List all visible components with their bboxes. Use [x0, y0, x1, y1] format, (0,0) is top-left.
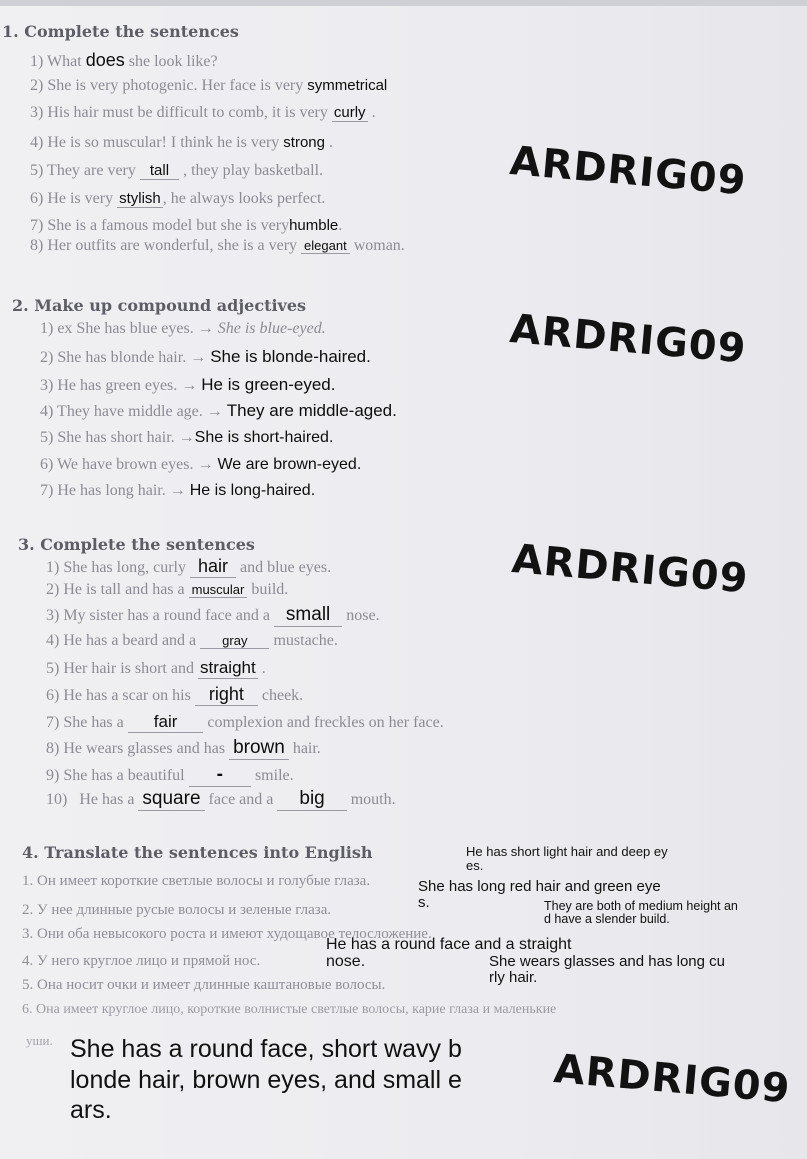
- s2-item-3: 3) He has green eyes. → He is green-eyed.: [40, 375, 336, 394]
- s1-answer-5: tall: [140, 162, 179, 180]
- s1-item-5: 5) They are very tall , they play basketball.: [30, 162, 324, 179]
- s2-example: She is blue-eyed.: [217, 320, 326, 337]
- watermark-1: ARDRIG09: [507, 138, 749, 205]
- s2-item-5: 5) She has short hair. →She is short-haired.: [40, 429, 334, 446]
- s3-answer-8: brown: [229, 737, 289, 760]
- s4-russian-5: 5. Она носит очки и имеет длинные каштановые волосы.: [22, 977, 386, 993]
- s3-answer-1: hair: [190, 556, 236, 578]
- s2-answer-7: He is long-haired.: [189, 482, 316, 499]
- s4-answer-1: He has short light hair and deep ey es.: [466, 844, 668, 873]
- s2-answer-6: We are brown-eyed.: [217, 456, 362, 473]
- section4-heading: 4. Translate the sentences into English: [22, 843, 373, 862]
- s2-answer-4: They are middle-aged.: [226, 401, 397, 420]
- s2-answer-5: She is short-haired.: [194, 429, 334, 446]
- s1-item-7: 7) She is a famous model but she is veryhumble.: [30, 217, 343, 234]
- s4-russian-6-end: уши.: [26, 1033, 53, 1048]
- s4-answer-4: He has a round face and a straight nose.: [326, 936, 572, 970]
- section1-heading: 1. Complete the sentences: [2, 22, 239, 41]
- s1-item-1: 1) What does she look like?: [30, 50, 218, 70]
- s3-answer-6: right: [195, 684, 258, 706]
- top-edge: [0, 0, 807, 6]
- section2-heading: 2. Make up compound adjectives: [12, 296, 307, 315]
- s4-russian-4: 4. У него круглое лицо и прямой нос.: [22, 953, 261, 969]
- watermark-3: ARDRIG09: [509, 536, 751, 603]
- watermark-2: ARDRIG09: [507, 306, 749, 373]
- s4-answer-2: She has long red hair and green eye s.: [418, 878, 661, 911]
- s3-item-7: 7) She has a fair complexion and freckles on her face.: [46, 712, 444, 731]
- s1-answer-6: stylish: [119, 190, 161, 207]
- s2-answer-3: He is green-eyed.: [201, 375, 336, 394]
- s1-answer-7: humble: [289, 217, 339, 234]
- s4-russian-3: 3. Они оба невысокого роста и имеют худощавое телосложение.: [22, 926, 432, 942]
- watermark-4: ARDRIG09: [551, 1046, 793, 1113]
- s4-answer-6: She has a round face, short wavy b londe hair, brown eyes, and small e ars.: [70, 1035, 462, 1124]
- s2-item-4: 4) They have middle age. → They are middle-aged.: [40, 401, 397, 420]
- s3-answer-5: straight: [199, 658, 256, 677]
- s1-answer-2: symmetrical: [307, 77, 388, 94]
- s3-item-4: 4) He has a beard and a gray mustache.: [46, 632, 338, 649]
- s1-item-8: 8) Her outfits are wonderful, she is a very elegant woman.: [30, 237, 405, 254]
- s3-item-2: 2) He is tall and has a muscular build.: [46, 581, 289, 598]
- s1-item-3: 3) His hair must be difficult to comb, it is very curly .: [30, 104, 376, 121]
- s3-answer-10b: big: [277, 788, 346, 811]
- s2-item-6: 6) We have brown eyes. → We are brown-eyed.: [40, 456, 362, 473]
- s3-answer-3: small: [274, 604, 342, 627]
- s4-answer-3: They are both of medium height an d have a slender build.: [544, 899, 738, 927]
- s3-item-3: 3) My sister has a round face and a small nose.: [46, 604, 380, 625]
- s3-answer-7: fair: [128, 712, 204, 733]
- s1-item-4: 4) He is so muscular! I think he is very strong .: [30, 134, 333, 151]
- s3-item-10: 10) He has a square face and a big mouth.: [46, 788, 396, 809]
- s3-answer-9: -: [189, 764, 251, 787]
- s1-answer-4: strong: [283, 134, 325, 151]
- s4-russian-1: 1. Он имеет короткие светлые волосы и голубые глаза.: [22, 873, 371, 889]
- s3-item-9: 9) She has a beautiful - smile.: [46, 764, 294, 785]
- s2-item-7: 7) He has long hair. → He is long-haired.: [40, 482, 316, 499]
- s1-item-6: 6) He is very stylish , he always looks perfect.: [30, 190, 326, 207]
- s3-item-5: 5) Her hair is short and straight .: [46, 658, 266, 677]
- s1-answer-3: curly: [333, 104, 366, 121]
- s4-answer-5: She wears glasses and has long cu rly hair.: [489, 953, 725, 986]
- s3-item-6: 6) He has a scar on his right cheek.: [46, 684, 304, 704]
- s3-answer-10a: square: [138, 788, 204, 811]
- s2-item-2: 2) She has blonde hair. → She is blonde-haired.: [40, 347, 371, 366]
- s2-item-1: 1) ex She has blue eyes. → She is blue-eyed.: [40, 320, 326, 337]
- s3-answer-4: gray: [200, 633, 269, 649]
- s4-russian-2: 2. У нее длинные русые волосы и зеленые глаза.: [22, 902, 332, 918]
- s1-item-2: 2) She is very photogenic. Her face is very symmetrical: [30, 77, 388, 94]
- s4-russian-6: 6. Она имеет круглое лицо, короткие волнистые светлые волосы, карие глаза и маленькие: [22, 1002, 557, 1017]
- s3-item-1: 1) She has long, curly hair and blue eyes.: [46, 556, 332, 576]
- s3-answer-2: muscular: [189, 582, 248, 598]
- s3-item-8: 8) He wears glasses and has brown hair.: [46, 737, 321, 758]
- s2-answer-2: She is blonde-haired.: [210, 347, 371, 366]
- s1-answer-1: does: [85, 50, 125, 70]
- section3-heading: 3. Complete the sentences: [18, 535, 255, 554]
- s1-answer-8: elegant: [301, 238, 350, 254]
